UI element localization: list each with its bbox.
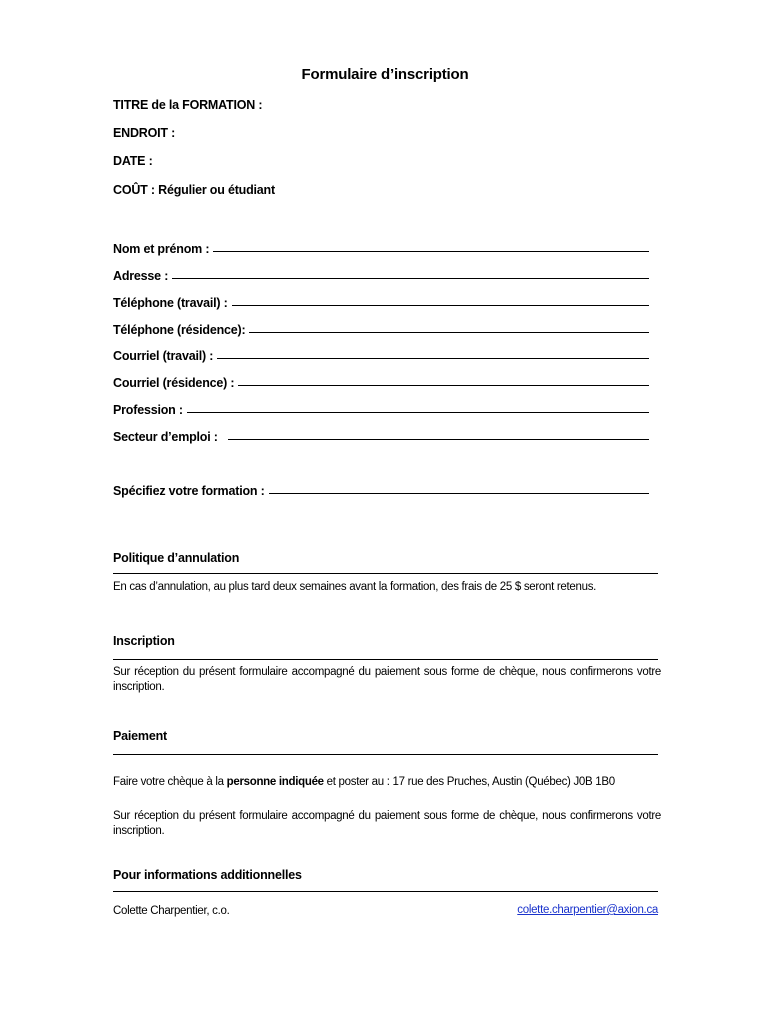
profession-field-line[interactable] xyxy=(187,412,649,413)
work-email-field-line[interactable] xyxy=(217,358,649,359)
contact-name: Colette Charpentier, c.o. xyxy=(113,905,230,917)
payment-text-end: et poster au : 17 rue des Pruches, Austin (Québec) J0B 1B0 xyxy=(323,776,615,788)
address-field-line[interactable] xyxy=(172,278,649,279)
contact-email-link[interactable]: colette.charpentier@axion.ca xyxy=(517,904,658,916)
cancellation-rule xyxy=(113,573,658,574)
home-email-field[interactable] xyxy=(113,372,649,390)
date-label: DATE : xyxy=(113,154,153,168)
home-email-field-label: Courriel (résidence) : xyxy=(113,376,235,390)
home-phone-field[interactable] xyxy=(113,319,649,337)
sector-field-label: Secteur d’emploi : xyxy=(113,430,218,444)
name-field-line[interactable] xyxy=(213,251,649,252)
payment-rule xyxy=(113,754,658,755)
contact-heading: Pour informations additionnelles xyxy=(113,868,302,882)
cancellation-heading: Politique d’annulation xyxy=(113,551,240,565)
name-field[interactable] xyxy=(113,238,649,256)
location-label: ENDROIT : xyxy=(113,126,176,140)
registration-text: Sur réception du présent formulaire accompagné du paiement sous forme de chèque, nous confirmerons votre inscription. xyxy=(113,666,661,693)
payment-text-bold: personne indiquée xyxy=(226,776,324,788)
contact-rule xyxy=(113,891,658,892)
payment-confirmation-text: Sur réception du présent formulaire accompagné du paiement sous forme de chèque, nous confirmerons votre inscription. xyxy=(113,810,661,837)
cost-label: COÛT : Régulier ou étudiant xyxy=(113,183,275,197)
formation-field[interactable] xyxy=(113,480,649,498)
profession-field[interactable] xyxy=(113,399,649,417)
payment-text xyxy=(113,775,661,790)
registration-heading: Inscription xyxy=(113,634,175,648)
address-field[interactable] xyxy=(113,265,649,283)
cancellation-text: En cas d’annulation, au plus tard deux semaines avant la formation, des frais de 25 $ seront retenus. xyxy=(113,581,597,593)
registration-rule xyxy=(113,659,658,660)
home-email-field-line[interactable] xyxy=(238,385,649,386)
address-field-label: Adresse : xyxy=(113,269,169,283)
work-email-field[interactable] xyxy=(113,345,649,363)
formation-field-label: Spécifiez votre formation : xyxy=(113,484,265,498)
sector-field-line[interactable] xyxy=(228,439,649,440)
home-phone-field-label: Téléphone (résidence): xyxy=(113,323,246,337)
home-phone-field-line[interactable] xyxy=(249,332,649,333)
work-phone-field-label: Téléphone (travail) : xyxy=(113,296,228,310)
payment-heading: Paiement xyxy=(113,729,167,743)
work-phone-field-line[interactable] xyxy=(232,305,649,306)
work-email-field-label: Courriel (travail) : xyxy=(113,349,214,363)
payment-text-start: Faire votre chèque à la xyxy=(113,776,227,788)
sector-field[interactable] xyxy=(113,426,649,444)
formation-title-label: TITRE de la FORMATION : xyxy=(113,98,263,112)
page-title: Formulaire d’inscription xyxy=(301,66,469,83)
formation-field-line[interactable] xyxy=(269,493,649,494)
profession-field-label: Profession : xyxy=(113,403,183,417)
name-field-label: Nom et prénom : xyxy=(113,242,210,256)
work-phone-field[interactable] xyxy=(113,292,649,310)
